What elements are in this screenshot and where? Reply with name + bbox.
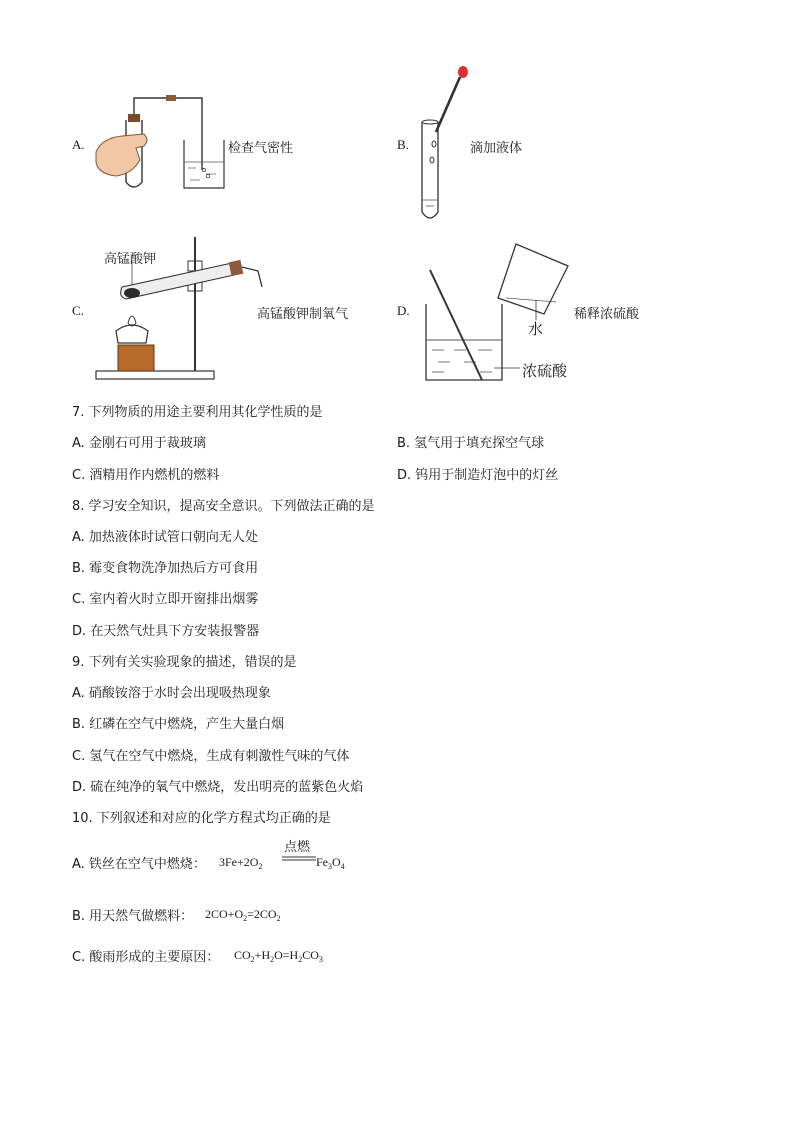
option-c: C. 氢气在空气中燃烧，生成有刺激性气味的气体 [72, 749, 350, 764]
airtight-check-figure [92, 90, 232, 195]
figure-label-water: 水 [528, 320, 544, 338]
oxygen-prep-figure [92, 235, 267, 387]
option-c: C. 室内着火时立即开窗排出烟雾 [72, 592, 259, 607]
option-caption: 检查气密性 [228, 141, 294, 156]
figure-label-acid: 浓硫酸 [522, 362, 568, 380]
equation-b: $2CO+O_2=2CO_2$ [205, 907, 281, 923]
equation-c: $CO_2+H_2O=H_2CO_3$ [234, 948, 323, 964]
option-c-prefix: C. 酸雨形成的主要原因： [72, 950, 220, 965]
option-letter: C. [72, 303, 84, 318]
option-a-prefix: A. 铁丝在空气中燃烧： [72, 857, 206, 872]
option-d: D. 钨用于制造灯泡中的灯丝 [397, 468, 559, 483]
option-d: D. 在天然气灶具下方安装报警器 [72, 624, 260, 639]
question-stem: 7. 下列物质的用途主要利用其化学性质的是 [72, 405, 323, 420]
equation-a-right: $Fe_3O_4$ [316, 855, 345, 871]
question-stem: 8. 学习安全知识，提高安全意识。下列做法正确的是 [72, 499, 375, 514]
figure-label: 高锰酸钾 [104, 252, 157, 267]
equation-a-left: $3Fe+2O_2$ [219, 855, 263, 871]
reaction-condition: 点燃 [284, 840, 311, 855]
option-d: D. 硫在纯净的氧气中燃烧，发出明亮的蓝紫色火焰 [72, 780, 364, 795]
option-letter: B. [397, 137, 409, 152]
option-b: B. 氢气用于填充探空气球 [397, 436, 545, 451]
option-b: B. 霉变食物洗净加热后方可食用 [72, 561, 259, 576]
option-letter: A. [72, 137, 85, 152]
option-letter: D. [397, 303, 410, 318]
question-stem: 10. 下列叙述和对应的化学方程式均正确的是 [72, 811, 331, 826]
option-a: A. 金刚石可用于裁玻璃 [72, 436, 206, 451]
double-arrow-line [282, 856, 316, 862]
option-caption: 高锰酸钾制氧气 [257, 307, 349, 322]
option-a: A. 加热液体时试管口朝向无人处 [72, 530, 258, 545]
option-b-prefix: B. 用天然气做燃料： [72, 909, 194, 924]
option-a: A. 硝酸铵溶于水时会出现吸热现象 [72, 686, 271, 701]
option-b: B. 红磷在空气中燃烧，产生大量白烟 [72, 717, 285, 732]
dropper-figure [414, 64, 474, 224]
question-stem: 9. 下列有关实验现象的描述，错误的是 [72, 655, 297, 670]
option-caption: 稀释浓硫酸 [574, 307, 640, 322]
option-caption: 滴加液体 [470, 141, 523, 156]
option-c: C. 酒精用作内燃机的燃料 [72, 468, 220, 483]
